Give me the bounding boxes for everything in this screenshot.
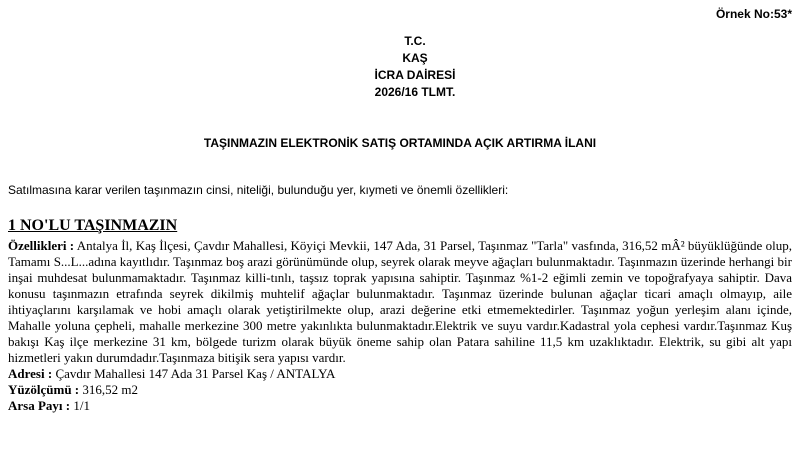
header-country: T.C. — [404, 34, 426, 48]
area-value: 316,52 m2 — [79, 382, 139, 397]
property-share — [8, 398, 792, 414]
header-office: İCRA DAİRESİ — [374, 68, 456, 82]
features-value: Antalya İl, Kaş İlçesi, Çavdır Mahallesi, Köyiçi Mevkii, 147 Ada, 31 Parsel, Taşınmaz "Tarla" vasfında, 316,52 mÂ² büyüklüğünde olup, Tamamı S...L...adına kayıtlıdır. Taşınmaz boş arazi görünümünde olup, seyrek olarak meyve ağaçları bulunmaktadır. Taşınmazın üzerinde herhangi bir inşai muhdesat bulunmamaktadır. Taşınmaz killi-tınlı, taşsız toprak yapısına sahiptir. Taşınmaz %1-2 eğimli zemin ve topoğrafyaya sahiptir. Dava konusu taşınmazın etrafında seyrek dikilmiş muhtelif ağaçlar bulunmaktadır. Taşınmaz üzerinde bulunan ağaçlar ticari amaçlı olmayıp, aile ihtiyaçlarını karşılamak ve hobi amaçlı olarak yetiştirilmekte olup, arazi değerine etki etmemektedirler. Taşınmaz yoğun yerleşim alanı içinde, Mahalle yoluna çepheli, mahalle merkezine 300 metre yakınlıkta bulunmaktadır.Elektrik ve suyu vardır.Kadastral yola cephesi vardır.Taşınmaz Kuş bakışı Kaş ilçe merkezine 31 km, bölgede turizm olarak büyük öneme sahip olan Patara sahiline 11,5 km uzaklıktadır. Elektrik, su gibi alt yapı hizmetleri yakın durumdadır.Taşınmaza bitişik sera yapısı vardır. — [8, 238, 792, 365]
intro-text: Satılmasına karar verilen taşınmazın cinsi, niteliği, bulunduğu yer, kıymeti ve önemli özellikleri: — [8, 183, 509, 197]
address-value: Çavdır Mahallesi 147 Ada 31 Parsel Kaş / ANTALYA — [52, 366, 336, 381]
sample-number: Örnek No:53* — [715, 7, 792, 21]
share-label: Arsa Payı : — [8, 398, 71, 413]
property-features — [8, 238, 792, 366]
address-label: Adresi : — [8, 366, 53, 381]
property-section-title: 1 NO'LU TAŞINMAZIN — [8, 217, 178, 234]
property-details — [8, 238, 792, 414]
property-area — [8, 382, 792, 398]
share-value: 1/1 — [70, 398, 90, 413]
header-district: KAŞ — [402, 51, 428, 65]
property-address — [8, 366, 792, 382]
features-label: Özellikleri : — [8, 238, 75, 253]
office-header — [0, 33, 800, 101]
header-file-number: 2026/16 TLMT. — [374, 85, 456, 99]
area-label: Yüzölçümü : — [8, 382, 80, 397]
announcement-title: TAŞINMAZIN ELEKTRONİK SATIŞ ORTAMINDA AÇIK ARTIRMA İLANI — [203, 136, 597, 150]
